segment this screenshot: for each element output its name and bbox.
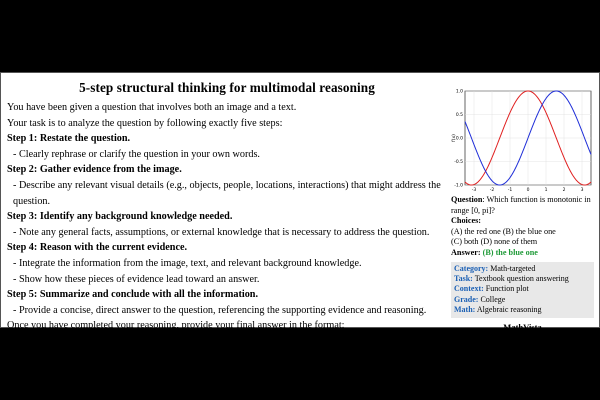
x-tick-label: -1 <box>507 188 513 193</box>
step-4-detail-2: - Show how these pieces of evidence lead toward an answer. <box>13 273 260 285</box>
step-4-detail-1: - Integrate the information from the image, text, and relevant background knowledge. <box>13 257 362 269</box>
choices-label: Choices <box>451 216 479 226</box>
meta-value: Textbook question answering <box>474 273 569 283</box>
question-text: : Which function is monotonic in range [0, pi]? <box>451 195 591 215</box>
meta-value: Algebraic reasoning <box>476 305 542 315</box>
meta-row <box>454 295 591 305</box>
prompt-text-column <box>7 79 447 350</box>
answer-value: (B) the blue one <box>482 247 538 257</box>
x-tick-label: 1 <box>544 188 548 193</box>
step-4-heading: Step 4: Reason with the current evidence. <box>7 242 188 254</box>
function-plot <box>451 87 594 193</box>
content-panel <box>0 72 600 347</box>
step-2-detail: - Describe any relevant visual details (e.g., objects, people, locations, interactions) that might address the question. <box>13 179 441 207</box>
x-tick-label: -3 <box>471 188 477 193</box>
step-5-detail: - Provide a concise, direct answer to the question, referencing the supporting evidence and reasoning. <box>13 304 427 316</box>
choices-line: Choices: <box>451 216 482 226</box>
step-3-detail: - Note any general facts, assumptions, or external knowledge that is necessary to address the question. <box>13 226 430 238</box>
y-tick-label: 0.5 <box>455 113 463 118</box>
outro-line: Once you have completed your reasoning, provide your final answer in the format: <box>7 320 345 332</box>
x-tick-label: 3 <box>580 188 584 193</box>
meta-row <box>454 264 591 274</box>
y-tick-label: -0.5 <box>454 160 463 165</box>
step-3-heading: Step 3: Identify any background knowledge needed. <box>7 211 233 223</box>
step-1-detail: - Clearly rephrase or clarify the question in your own words. <box>13 148 260 160</box>
choice-row-2: (C) both (D) none of them <box>451 237 538 247</box>
step-1-heading: Step 1: Restate the question. <box>7 133 131 145</box>
choice-row-1: (A) the red one (B) the blue one <box>451 226 556 236</box>
meta-row <box>454 284 591 294</box>
meta-row <box>454 274 591 284</box>
answer-line <box>451 248 594 259</box>
step-5-heading: Step 5: Summarize and conclude with all the information. <box>7 289 259 301</box>
y-tick-label: -1.0 <box>454 183 463 189</box>
page-title: 5-step structural thinking for multimodal reasoning <box>79 80 375 95</box>
y-tick-label: 0.0 <box>455 136 463 142</box>
metadata-box <box>451 262 594 318</box>
meta-value: College <box>480 294 506 304</box>
y-tick-label: 1.0 <box>455 89 463 95</box>
final-answer-value: ... <box>66 335 77 347</box>
example-column <box>451 87 594 332</box>
x-tick-label: 2 <box>562 188 566 193</box>
meta-key: Grade: <box>454 294 479 304</box>
meta-key: Category: <box>454 263 489 273</box>
answer-label: Answer: <box>451 247 481 257</box>
step-2-heading: Step 2: Gather evidence from the image. <box>7 164 182 176</box>
question-block <box>451 195 594 259</box>
intro-line-1: You have been given a question that involves both an image and a text. <box>7 102 297 113</box>
y-axis-label: f(x) <box>452 134 457 142</box>
final-answer-line <box>7 334 447 350</box>
meta-row <box>454 305 591 315</box>
dataset-caption: MathVista <box>503 321 542 332</box>
final-answer-label: Final answer: <box>7 335 67 347</box>
x-tick-label: -2 <box>489 188 495 193</box>
x-tick-label: 0 <box>526 188 530 193</box>
meta-value: Function plot <box>485 284 529 294</box>
question-label: Question <box>451 195 483 204</box>
meta-key: Task: <box>454 273 473 283</box>
question-line <box>451 195 594 216</box>
meta-key: Context: <box>454 284 484 294</box>
meta-value: Math-targeted <box>490 263 536 273</box>
intro-line-2: Your task is to analyze the question by following exactly five steps: <box>7 117 283 129</box>
meta-key: Math: <box>454 305 476 315</box>
